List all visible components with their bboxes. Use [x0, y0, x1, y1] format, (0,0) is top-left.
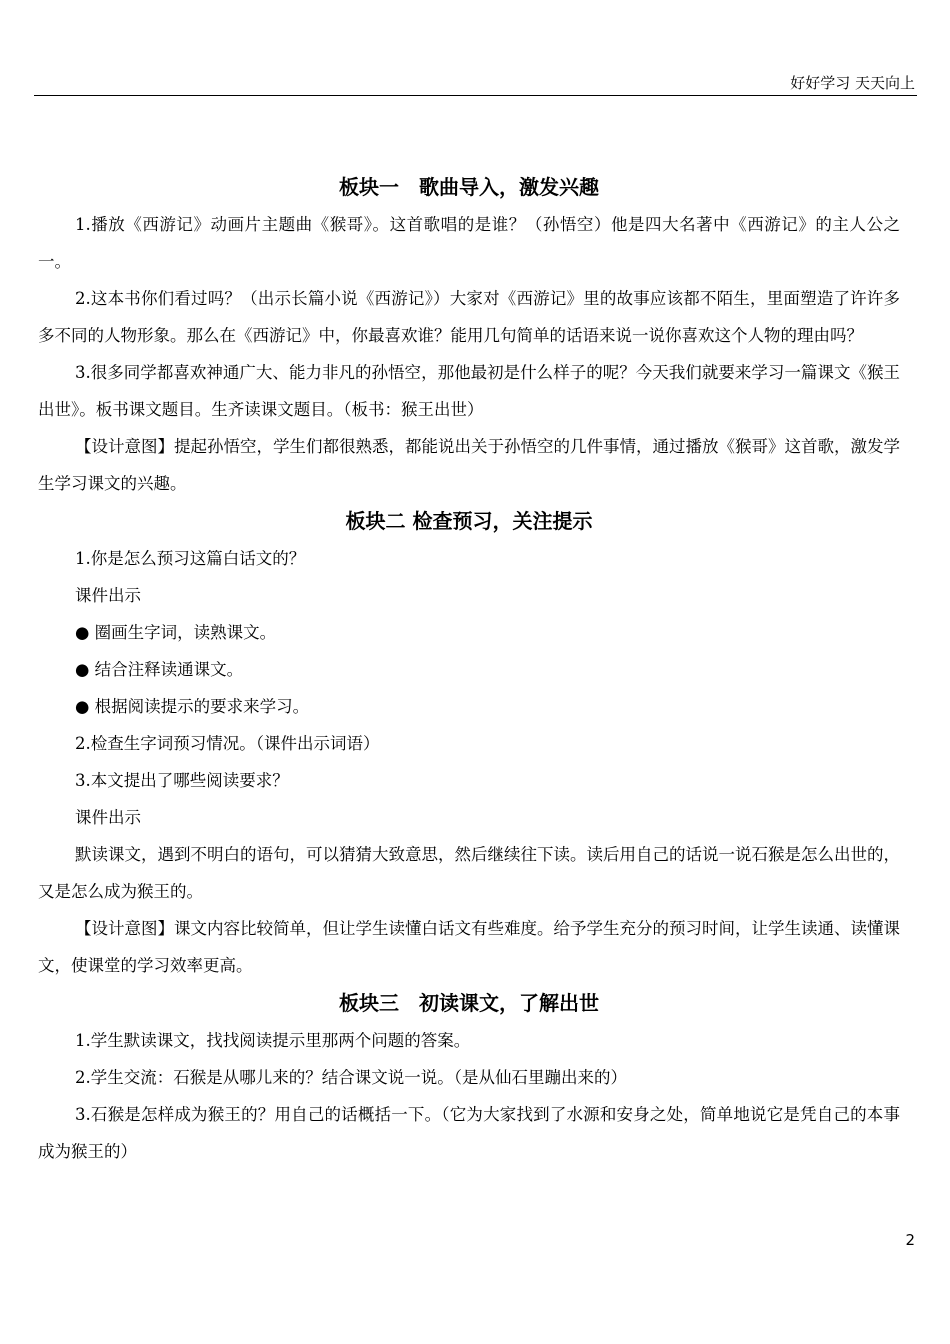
paragraph: 2.学生交流：石猴是从哪儿来的？结合课文说一说。（是从仙石里蹦出来的） — [75, 1068, 627, 1087]
paragraph: 课件出示 — [75, 808, 141, 827]
section-title: 板块二 检查预习，关注提示 — [345, 509, 593, 533]
paragraph: 2.检查生字词预习情况。（课件出示词语） — [75, 734, 380, 753]
bullet-item: ● 结合注释读通课文。 — [75, 660, 244, 679]
section-2 — [38, 502, 900, 984]
header-divider — [34, 95, 917, 96]
page-number: 2 — [905, 1231, 915, 1249]
section-title: 板块一 歌曲导入，激发兴趣 — [339, 175, 599, 199]
section-1 — [38, 168, 900, 502]
document-body — [38, 168, 900, 1170]
paragraph: 课件出示 — [75, 586, 141, 605]
paragraph: 3.很多同学都喜欢神通广大、能力非凡的孙悟空，那他最初是什么样子的呢？今天我们就要来学习一篇课文《猴王出世》。板书课文题目。生齐读课文题目。（板书：猴王出世） — [38, 363, 900, 419]
paragraph: 默读课文，遇到不明白的语句，可以猜猜大致意思，然后继续往下读。读后用自己的话说一说石猴是怎么出世的，又是怎么成为猴王的。 — [38, 845, 900, 901]
design-intent-paragraph: 【设计意图】提起孙悟空，学生们都很熟悉，都能说出关于孙悟空的几件事情，通过播放《猴哥》这首歌，激发学生学习课文的兴趣。 — [38, 437, 900, 493]
paragraph: 1.你是怎么预习这篇白话文的？ — [75, 549, 306, 568]
bullet-item: ● 根据阅读提示的要求来学习。 — [75, 697, 310, 716]
bullet-item: ● 圈画生字词，读熟课文。 — [75, 623, 277, 642]
paragraph: 3.本文提出了哪些阅读要求？ — [75, 771, 289, 790]
section-3 — [38, 984, 900, 1170]
paragraph: 1.播放《西游记》动画片主题曲《猴哥》。这首歌唱的是谁？（孙悟空）他是四大名著中《西游记》的主人公之一。 — [38, 215, 900, 271]
section-title: 板块三 初读课文，了解出世 — [339, 991, 599, 1015]
paragraph: 2.这本书你们看过吗？（出示长篇小说《西游记》）大家对《西游记》里的故事应该都不陌生，里面塑造了许许多多不同的人物形象。那么在《西游记》中，你最喜欢谁？能用几句简单的话语来说一说你喜欢这个人物的理由吗？ — [38, 289, 900, 345]
paragraph: 1.学生默读课文，找找阅读提示里那两个问题的答案。 — [75, 1031, 471, 1050]
paragraph: 3.石猴是怎样成为猴王的？用自己的话概括一下。（它为大家找到了水源和安身之处，简单地说它是凭自己的本事成为猴王的） — [38, 1105, 900, 1161]
design-intent-paragraph: 【设计意图】课文内容比较简单，但让学生读懂白话文有些难度。给予学生充分的预习时间，让学生读通、读懂课文，使课堂的学习效率更高。 — [38, 919, 900, 975]
header-motto: 好好学习 天天向上 — [790, 74, 915, 92]
